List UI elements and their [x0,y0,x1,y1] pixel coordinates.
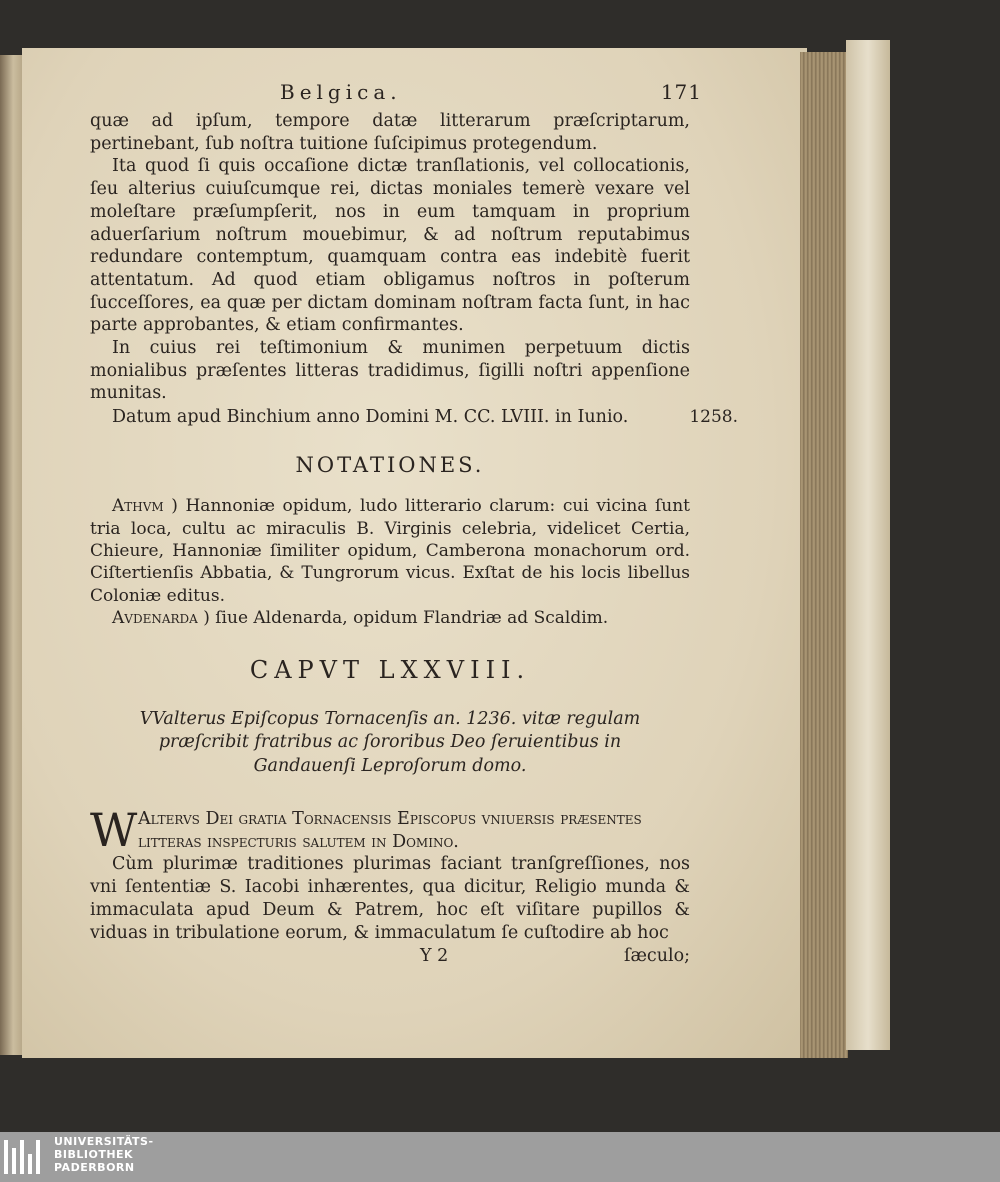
running-head-title: Belgica. [280,80,402,104]
datum-line [90,405,738,429]
chapter-heading: CAPVT LXXVIII. [249,655,531,684]
running-header [90,80,702,110]
datum-text: Datum apud Binchium anno Domini M. CC. LVIII. in Iunio. [112,407,629,428]
page-foot [90,946,690,970]
notationes-heading: NOTATIONES. [295,453,485,478]
chapter-summary: VValterus Epiſcopus Tornacenſis an. 1236. vitæ regulam præſcribit fratribus ac ſororibus Deo ſeruientibus in Gandauenſi Leproſorum domo. [139,708,641,776]
library-name-line2: BIBLIOTHEK [54,1148,134,1161]
catchword: ſæculo; [623,946,690,967]
paragraph-2: Ita quod ſi quis occaſione dictæ tranſlationis, vel collocationis, ſeu alterius cuiuſcumque rei, dictas moniales temerè vexare vel moleſtare præſumpſerit, nos in eum tamquam in proprium aduerſarium noſtrum mouebimur, & ad noſtrum reputabimus redundare contemptum, quamquam contra eas indebitè fuerit attentatum. Ad quod etiam obligamus noſtros in poſterum ſucceſſores, ea quæ per dictam dominam noſtram facta ſunt, in hac parte approbantes, & etiam confirmantes. [90,156,690,336]
signature-mark: Y 2 [420,946,449,967]
paragraph-3: In cuius rei teſtimonium & munimen perpetuum dictis monialibus præſentes litteras tradidimus, ſigilli noſtri appenſione munitas. [90,338,690,404]
note-lemma: Avdenarda ) [112,608,210,629]
opening-paragraph [90,803,690,858]
note-athum [90,495,690,607]
drop-cap: W [90,803,138,858]
page-edges [800,52,848,1058]
library-logo-icon [4,1140,40,1176]
note-text: Hannoniæ opidum, ludo litterario clarum: cui vicina ſunt tria loca, cultu ac miraculis B. Virginis celebria, videlicet Certia, Chieure, Hannoniæ ſimiliter opidum, Camberona monachorum ord. Ciſtertienſis Abbatia, & Tungrorum vicus. Exſtat de his locis libellus Coloniæ editus. [90,496,690,606]
page-number: 171 [660,80,702,104]
note-audenarda [90,607,690,629]
opening-text: Altervs Dei gratia Tornacenſis Epiſcopus vniuerſis præſentes litteras inſpecturis ſalutem in Domino. [138,809,642,852]
library-name [54,1135,154,1174]
left-page-edge [0,55,22,1055]
note-text: ſiue Aldenarda, opidum Flandriæ ad Scaldim. [215,608,609,629]
book-cover [846,40,890,1050]
library-name-line3: PADERBORN [54,1161,135,1174]
note-lemma: Athvm ) [112,496,178,517]
library-footer [0,1132,1000,1182]
paragraph-5: Cùm plurimæ traditiones plurimas faciant tranſgreſſiones, nos vni ſententiæ S. Iacobi inhærentes, qua dicitur, Religio munda & immaculata apud Deum & Patrem, hoc eſt viſitare pupillos & viduas in tribulatione eorum, & immaculatum ſe cuſtodire ab hoc [90,854,690,943]
paragraph-1: quæ ad ipſum, tempore datæ litterarum præſcriptarum, pertinebant, ſub noſtra tuitione ſuſcipimus protegendum. [90,111,690,154]
margin-year: 1258. [689,407,738,428]
library-name-line1: UNIVERSITÄTS- [54,1135,154,1148]
page-text [90,80,738,970]
